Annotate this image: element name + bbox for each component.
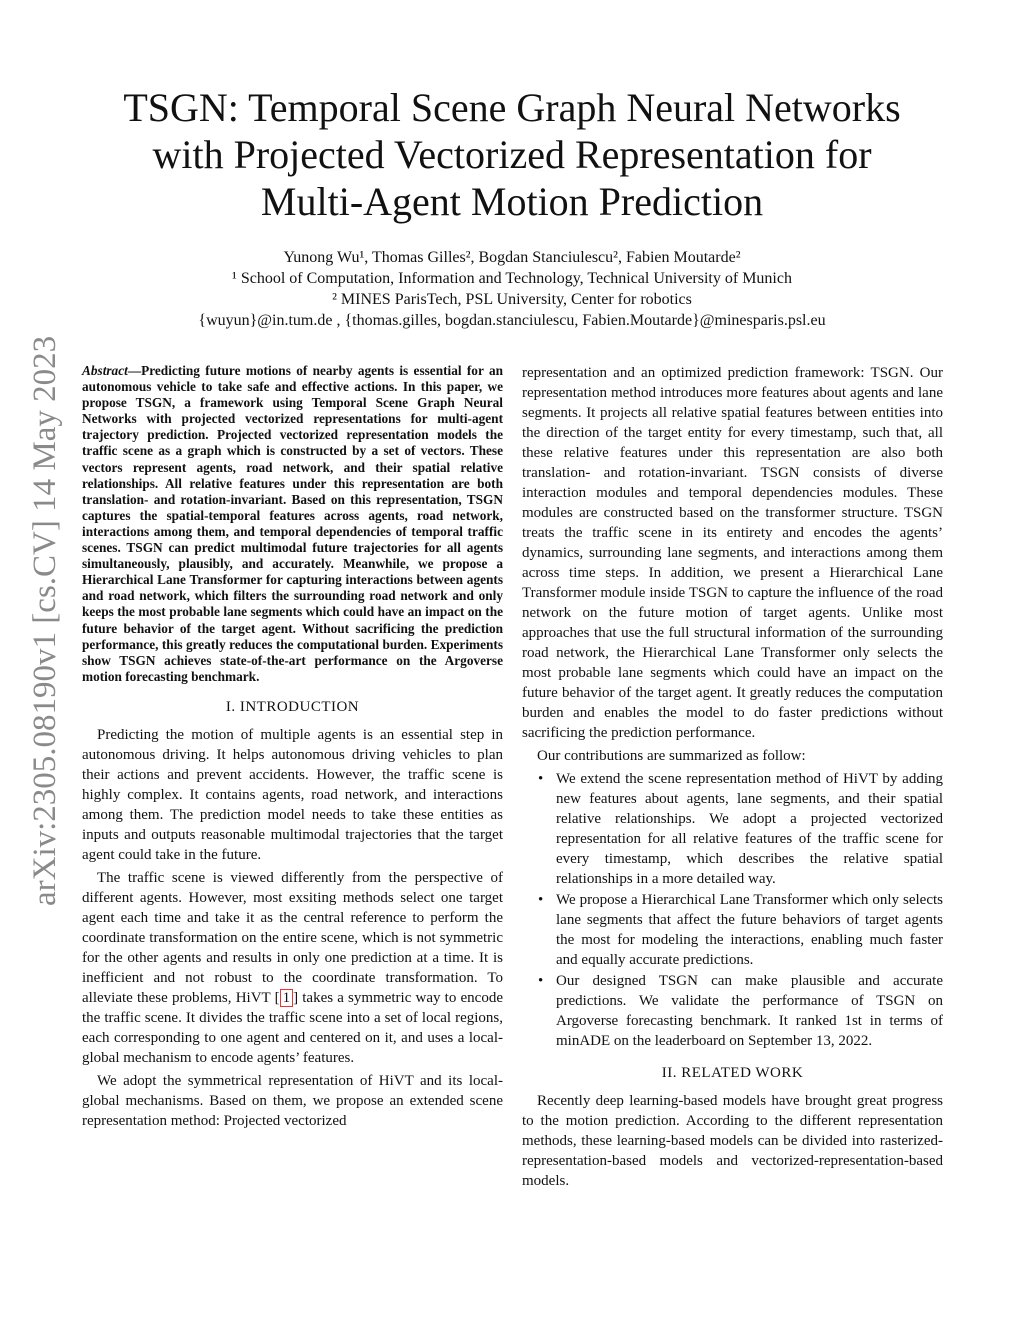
arxiv-side-label: arXiv:2305.08190v1 [cs.CV] 14 May 2023 bbox=[27, 335, 63, 906]
citation-link[interactable]: 1 bbox=[280, 989, 294, 1007]
related-work-paragraph-1: Recently deep learning-based models have brought great progress to the motion prediction. According to the different representation methods, these learning-based models can be divided into rasterized-representation-based models and vectorized-representation-based models. bbox=[522, 1093, 943, 1189]
intro-paragraph-1: Predicting the motion of multiple agents is an essential step in autonomous driving. It helps autonomous driving vehicles to plan their actions and prevent accidents. However, the traffic scene is highly complex. It contains agents, road network, and interactions among them. The prediction model needs to take these entities as inputs and outputs reasonable multimodal trajectories that the target agent could take in the future. bbox=[82, 726, 503, 863]
author-emails: {wuyun}@in.tum.de , {thomas.gilles, bogdan.stanciulescu, Fabien.Moutarde}@minesparis.psl.eu bbox=[198, 312, 826, 329]
affiliation-2: ² MINES ParisTech, PSL University, Center for robotics bbox=[332, 291, 692, 308]
section-heading-introduction: I. INTRODUCTION bbox=[225, 698, 360, 715]
author-names: Yunong Wu¹, Thomas Gilles², Bogdan Stanciulescu², Fabien Moutarde² bbox=[283, 249, 741, 266]
abstract-text: —Predicting future motions of nearby agents is essential for an autonomous vehicle to take safe and effective actions. In this paper, we propose TSGN, a framework using Temporal Scene Graph Neural Networks with projected vectorized representations for multi-agent trajectory prediction. Projected vectorized representation models the traffic scene as a graph which is constructed by a set of vectors. These vectors represent agents, road network, and their spatial relative relationships. All relative features under this representation are both translation- and rotation-invariant. Based on this representation, TSGN captures the spatial-temporal features across agents, road network, interactions among them, and temporal dependencies of temporal traffic scenes. TSGN can predict multimodal future trajectories for all agents simultaneously, plausibly, and accurately. Meanwhile, we propose a Hierarchical Lane Transformer for capturing interactions between agents and road network, which filters the surrounding road network and only keeps the most probable lane segments which could have an impact on the future behavior of the target agent. Without sacrificing the prediction performance, this greatly reduces the computational burden. Experiments show TSGN achieves state-of-the-art performance on the Argoverse motion forecasting benchmark. bbox=[82, 363, 503, 684]
bullet-icon: • bbox=[538, 973, 544, 989]
bullet-icon: • bbox=[538, 892, 544, 908]
list-item: • We propose a Hierarchical Lane Transformer which only selects lane segments that affect the future behaviors of target agents the most for modeling the interactions, enabling much faster and equally accurate predictions. bbox=[538, 892, 943, 968]
left-column bbox=[82, 363, 503, 1131]
bullet-icon: • bbox=[538, 771, 544, 787]
title-line-3: Multi-Agent Motion Prediction bbox=[260, 179, 764, 224]
section-heading-related-work: II. RELATED WORK bbox=[661, 1065, 804, 1081]
right-column bbox=[522, 363, 943, 1191]
list-item: • Our designed TSGN can make plausible and accurate predictions. We validate the performance of TSGN on Argoverse forecasting benchmark. It ranked 1st in terms of minADE on the leaderboard on September 13, 2022. bbox=[538, 973, 943, 1049]
list-item: • We extend the scene representation method of HiVT by adding new features about agents, lane segments, and their spatial relative relationships. We adopt a projected vectorized representation for all relative features of the traffic scene for every timestamp, which describes the relative spatial relationships in a more detailed way. bbox=[538, 771, 943, 887]
abstract-label: Abstract bbox=[82, 363, 128, 378]
title-line-2: with Projected Vectorized Representation for bbox=[152, 132, 872, 177]
author-block bbox=[80, 247, 944, 331]
intro-p2-text-b: takes a symmetric way to encode the traffic scene. It divides the traffic scene into a set of local regions, each corresponding to one agent and centered on it, and uses a local-global mechanism to encode agents’ features. bbox=[82, 989, 503, 1066]
intro-p2-text-a: The traffic scene is viewed differently from the perspective of different agents. However, most exsiting methods select one target agent each time and take it as the central reference to perform the coordinate transformation on the entire scene, which is not symmetric for the other agents and results in only one prediction at a time. It is inefficient and not robust to the coordinate transformation. To alleviate these problems, HiVT bbox=[82, 869, 503, 1006]
contributions-list bbox=[522, 769, 943, 1051]
abstract bbox=[82, 363, 503, 685]
title-line-1: TSGN: Temporal Scene Graph Neural Networks bbox=[123, 85, 901, 130]
paper-title bbox=[80, 84, 944, 225]
intro-paragraph-2: The traffic scene is viewed differently from the perspective of different agents. However, most exsiting methods select one target agent each time and take it as the central reference to perform the coordinate transformation on the entire scene, which is not symmetric for the other agents and results in only one prediction at a time. It is inefficient and not robust to the coordinate transformation. To alleviate these problems, HiVT [ 1 ] takes a symmetric way to encode the traffic scene. It divides the traffic scene into a set of local regions, each corresponding to one agent and centered on it, and uses a local-global mechanism to encode agents’ features. bbox=[82, 869, 503, 1066]
affiliation-1: ¹ School of Computation, Information and Technology, Technical University of Munich bbox=[232, 270, 792, 287]
contributions-intro: Our contributions are summarized as follow: bbox=[537, 748, 806, 764]
intro-paragraph-3-continued: representation and an optimized prediction framework: TSGN. Our representation method introduces more features about agents and lane segments. It projects all relative spatial features between entities into the direction of the target entity for every timestamp, such that, all these relative features under this representation are also both translation- and rotation-invariant. TSGN consists of diverse interaction modules and temporal dependencies modules. These modules are constructed based on the transformer structure. TSGN treats the traffic scene in its entirety and encodes the agents’ dynamics, surrounding lane segments, and interactions among them across time steps. In addition, we present a Hierarchical Lane Transformer module inside TSGN to capture the influence of the road network on the future motion of target agents. Unlike most approaches that use the full structural information of the surrounding road network, the Hierarchical Lane Transformer only selects the most probable lane segments which could have an impact on the future behavior of the target agent. It greatly reduces the computation burden and enables the model to do faster predictions without sacrificing the prediction performance. bbox=[522, 365, 943, 741]
intro-paragraph-3: We adopt the symmetrical representation of HiVT and its local-global mechanisms. Based on them, we propose an extended scene representation method: Projected vectorized bbox=[82, 1072, 503, 1129]
